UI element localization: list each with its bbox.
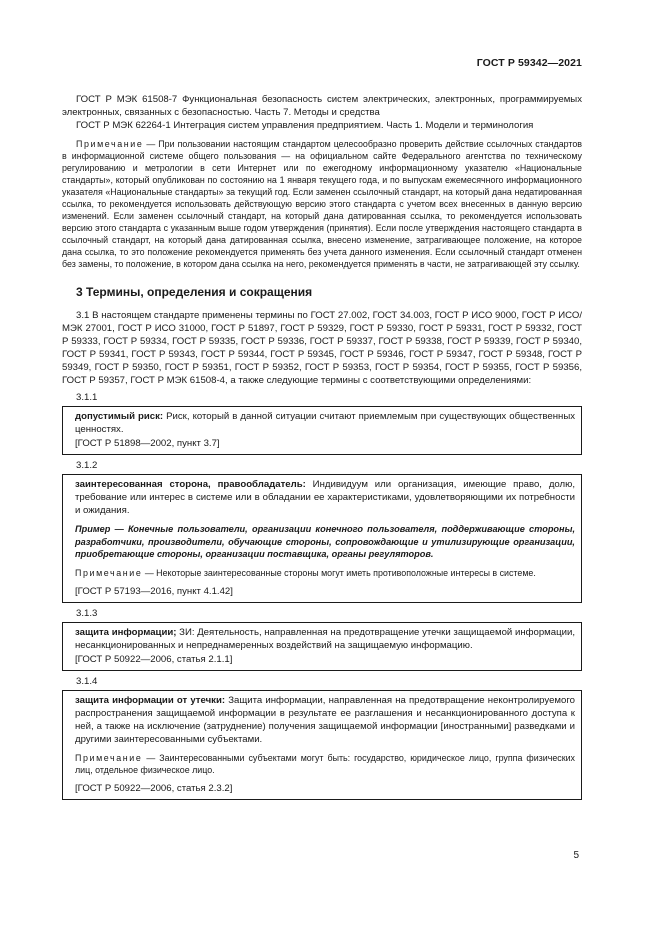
term-box: [62, 406, 582, 455]
term-name: защита информации;: [75, 626, 177, 638]
note-text: — Заинтересованными субъектами могут быть: государство, юридическое лицо, группа физических лиц, отдельное физическое лицо.: [75, 752, 575, 775]
term-definition: [75, 410, 575, 436]
note-text: — Некоторые заинтересованные стороны могут иметь противоположные интересы в системе.: [142, 567, 536, 578]
term-box: [62, 622, 582, 671]
definition-text: Защита информации, направленная на предотвращение неконтролируемого распространения защищаемой информации в результате ее разглашения и несанкционированного доступа к ней, а также на исключение (затруднение) получения защищаемой информации [иностранными] разведками и другими заинтересованными субъектами.: [75, 694, 575, 745]
term-number: 3.1.3: [76, 607, 98, 619]
term-number: 3.1.2: [76, 460, 98, 471]
term-box: [62, 690, 582, 800]
term-note: [75, 567, 575, 579]
page-content: [62, 93, 582, 800]
term-definition: [75, 694, 575, 746]
document-header: ГОСТ Р 59342—2021: [476, 57, 582, 69]
term-name: заинтересованная сторона, правообладатель:: [75, 479, 306, 490]
term-definition: [75, 478, 575, 517]
section-title: 3 Термины, определения и сокращения: [76, 285, 313, 299]
note-paragraph: [62, 138, 582, 270]
section-intro: 3.1 В настоящем стандарте применены термины по ГОСТ 27.002, ГОСТ 34.003, ГОСТ Р ИСО 9000, ГОСТ Р ИСО/МЭК 27001, ГОСТ Р ИСО 31000, ГОСТ Р 51897, ГОСТ Р 59329, ГОСТ Р 59330, ГОСТ Р 59331, ГОСТ Р 59332, ГОСТ Р 59333, ГОСТ Р 59334, ГОСТ Р 59335, ГОСТ Р 59336, ГОСТ Р 59337, ГОСТ Р 59338, ГОСТ Р 59339, ГОСТ Р 59340, ГОСТ Р 59341, ГОСТ Р 59343, ГОСТ Р 59344, ГОСТ Р 59345, ГОСТ Р 59346, ГОСТ Р 59347, ГОСТ Р 59348, ГОСТ Р 59349, ГОСТ Р 59350, ГОСТ Р 59351, ГОСТ Р 59352, ГОСТ Р 59353, ГОСТ Р 59354, ГОСТ Р 59355, ГОСТ Р 59356, ГОСТ Р 59357, ГОСТ Р МЭК 61508-4, а также следующие термины с соответствующими определениями:: [62, 310, 582, 386]
normative-reference: ГОСТ Р МЭК 61508-7 Функциональная безопасность систем электрических, электронных, программируемых электронных, связанных с безопасностью. Часть 7. Методы и средства: [62, 94, 582, 118]
normative-reference: ГОСТ Р МЭК 62264-1 Интеграция систем управления предприятием. Часть 1. Модели и терминология: [76, 120, 534, 131]
definition-text: Риск, который в данной ситуации считают приемлемым при существующих общественных ценностях.: [75, 411, 576, 435]
term-number: 3.1.4: [76, 675, 98, 687]
term-source: [ГОСТ Р 57193—2016, пункт 4.1.42]: [75, 585, 233, 597]
term-source: [ГОСТ Р 50922—2006, статья 2.3.2]: [75, 782, 233, 794]
note-label: Примечание: [76, 139, 144, 149]
definition-text: ЗИ: Деятельность, направленная на предотвращение утечки защищаемой информации, несанкционированных и непреднамеренных воздействий на защищаемую информацию.: [75, 626, 575, 651]
note-label: Примечание: [75, 752, 143, 763]
note-label: Примечание: [75, 567, 143, 578]
term-definition: [75, 626, 575, 652]
page-number: 5: [573, 850, 579, 861]
term-name: допустимый риск:: [75, 411, 164, 422]
note-text: — При пользовании настоящим стандартом целесообразно проверить действие ссылочных стандартов в информационной системе общего пользования — на официальном сайте Федерального агентства по техническому регулированию и метрологии в сети Интернет или по ежегодному информационному указателю «Национальные стандарты», который опубликован по состоянию на 1 января текущего года, и по выпускам ежемесячного информационного указателя «Национальные стандарты» за текущий год. Если заменен ссылочный стандарт, на который дана недатированная ссылка, то рекомендуется использовать действующую версию этого стандарта с учетом всех внесенных в данную версию изменений. Если заменен ссылочный стандарт, на который дана датированная ссылка, то рекомендуется использовать версию этого стандарта с указанным выше годом утверждения (принятия). Если после утверждения настоящего стандарта в ссылочный стандарт, на который дана датированная ссылка, внесено изменение, затрагивающее положение, на которое дана ссылка, то это положение рекомендуется применять без учета данного изменения. Если ссылочный стандарт отменен без замены, то положение, в котором дана ссылка на него, рекомендуется применять в части, не затрагивающей эту ссылку.: [62, 139, 582, 269]
term-number: 3.1.1: [76, 392, 98, 403]
term-box: [62, 474, 582, 603]
term-name: защита информации от утечки:: [75, 694, 226, 706]
definition-text: Индивидуум или организация, имеющие право, долю, требование или интерес в системе или в обладании ее характеристиками, удовлетворяющими их потребности и ожидания.: [75, 479, 576, 516]
term-note: [75, 752, 575, 776]
term-source: [ГОСТ Р 51898—2002, пункт 3.7]: [75, 438, 220, 449]
term-source: [ГОСТ Р 50922—2006, статья 2.1.1]: [75, 653, 233, 665]
term-example: Пример — Конечные пользователи, организации конечного пользователя, поддерживающие стороны, разработчики, производители, обучающие стороны, сопровождающие и утилизирующие организации, приобретающие стороны, организации поставщика, органы регуляторов.: [75, 524, 575, 559]
